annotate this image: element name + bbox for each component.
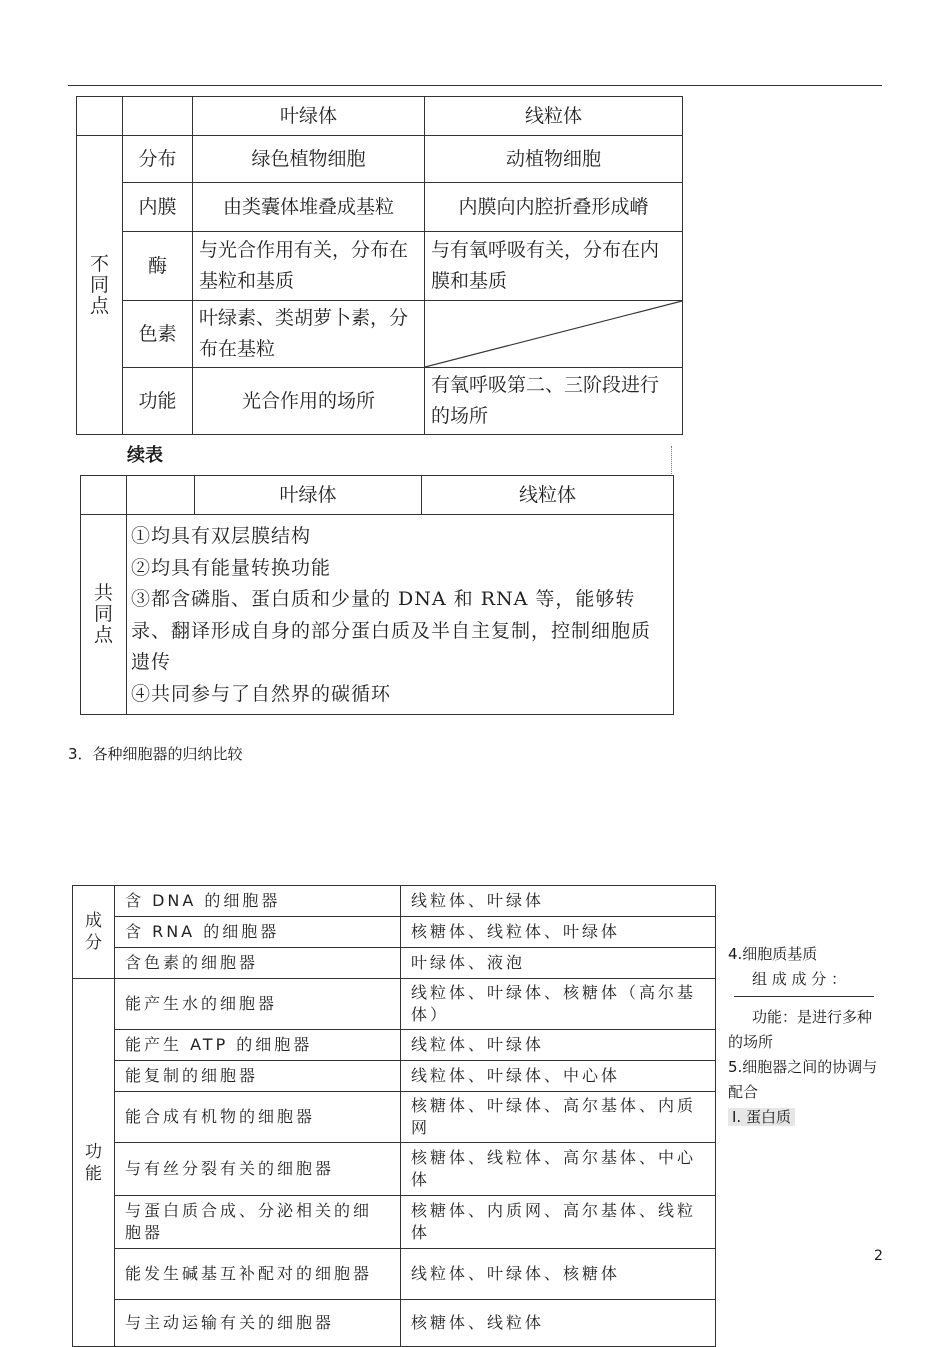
group-label-char: 分 (85, 933, 102, 953)
organelle-answer: 核糖体、内质网、高尔基体、线粒体 (401, 1196, 716, 1249)
group-label-char: 不 (89, 252, 109, 275)
organelle-property: 能产生 ATP 的细胞器 (115, 1030, 401, 1061)
table-row (73, 979, 716, 1030)
cell-chloroplast: 由类囊体堆叠成基粒 (193, 183, 425, 232)
organelle-answer: 叶绿体、液泡 (401, 948, 716, 979)
table-row (73, 1300, 716, 1347)
table-row (73, 1030, 716, 1061)
dotted-divider (671, 446, 672, 474)
category-label (73, 979, 115, 1347)
row-label: 分布 (123, 136, 193, 183)
diagonal-line (425, 301, 682, 367)
organelle-answer: 线粒体、叶绿体、中心体 (401, 1061, 716, 1092)
organelle-property: 能发生碱基互补配对的细胞器 (115, 1249, 401, 1300)
organelle-property: 含 DNA 的细胞器 (115, 886, 401, 917)
blank-cell (77, 97, 123, 136)
note-function-2: 的场所 (728, 1033, 774, 1051)
common-points-list (127, 515, 674, 715)
organelle-answer: 线粒体、叶绿体 (401, 1030, 716, 1061)
row-label: 功能 (123, 368, 193, 435)
diagonal-empty-cell (425, 301, 683, 368)
cell-mitochondrion: 与有氧呼吸有关，分布在内膜和基质 (425, 232, 683, 301)
group-label-differences (77, 136, 123, 435)
organelle-property: 与蛋白质合成、分泌相关的细胞器 (115, 1196, 401, 1249)
col-header-mitochondrion: 线粒体 (425, 97, 683, 136)
blank-cell (81, 476, 127, 515)
note-item-4: 4.细胞质基质 (728, 945, 818, 963)
note-composition: 组 成 成 分 ： (752, 970, 847, 988)
table-row (73, 1143, 716, 1196)
group-label-common (81, 515, 127, 715)
group-label-char: 点 (89, 294, 109, 317)
row-label: 色素 (123, 301, 193, 368)
table-row (73, 1061, 716, 1092)
organelle-answer: 线粒体、叶绿体 (401, 886, 716, 917)
common-item: ④共同参与了自然界的碳循环 (131, 682, 392, 705)
group-label-char: 共 (93, 582, 113, 604)
col-header-chloroplast: 叶绿体 (193, 97, 425, 136)
row-label: 内膜 (123, 183, 193, 232)
group-label-char: 能 (85, 1163, 102, 1184)
organelle-property: 能复制的细胞器 (115, 1061, 401, 1092)
organelle-answer: 线粒体、叶绿体、核糖体 (401, 1249, 716, 1300)
section-title: 3．各种细胞器的归纳比较 (68, 745, 243, 763)
common-item: ③都含磷脂、蛋白质和少量的 DNA 和 RNA 等，能够转录、翻译形成自身的部分蛋白质及半自主复制，控制细胞质遗传 (131, 588, 652, 673)
table-row (73, 948, 716, 979)
cell-chloroplast: 叶绿素、类胡萝卜素，分布在基粒 (193, 301, 425, 368)
note-function: 功能：是进行多种 (752, 1008, 873, 1026)
organelle-answer: 核糖体、线粒体、高尔基体、中心体 (401, 1143, 716, 1196)
col-header-mitochondrion: 线粒体 (422, 476, 674, 515)
group-label-char: 同 (93, 603, 113, 625)
cell-chloroplast: 绿色植物细胞 (193, 136, 425, 183)
organelle-property: 含色素的细胞器 (115, 948, 401, 979)
organelle-comparison-table (72, 885, 716, 1347)
group-label-char: 成 (85, 911, 102, 931)
table-row (73, 1249, 716, 1300)
blank-cell (127, 476, 195, 515)
table-row (73, 1092, 716, 1143)
category-label (73, 886, 115, 979)
organelle-property: 能产生水的细胞器 (115, 979, 401, 1030)
note-item-5-1: Ⅰ. 蛋白质 (728, 1108, 795, 1126)
fill-blank-line (734, 996, 874, 997)
table-row (73, 917, 716, 948)
organelle-answer: 核糖体、线粒体、叶绿体 (401, 917, 716, 948)
cell-mitochondrion: 有氧呼吸第二、三阶段进行的场所 (425, 368, 683, 435)
cell-mitochondrion: 内膜向内腔折叠形成嵴 (425, 183, 683, 232)
organelle-property: 含 RNA 的细胞器 (115, 917, 401, 948)
organelle-property: 与有丝分裂有关的细胞器 (115, 1143, 401, 1196)
table-row (73, 886, 716, 917)
group-label-char: 同 (89, 273, 109, 296)
col-header-chloroplast: 叶绿体 (195, 476, 422, 515)
continued-label: 续表 (127, 445, 163, 466)
cell-mitochondrion: 动植物细胞 (425, 136, 683, 183)
page-number: 2 (874, 1248, 883, 1264)
common-points-table (80, 475, 674, 715)
side-notes (728, 942, 884, 1130)
organelle-answer: 核糖体、叶绿体、高尔基体、内质网 (401, 1092, 716, 1143)
organelle-property: 能合成有机物的细胞器 (115, 1092, 401, 1143)
organelle-property: 与主动运输有关的细胞器 (115, 1300, 401, 1347)
organelle-answer: 线粒体、叶绿体、核糖体（高尔基体） (401, 979, 716, 1030)
note-item-5: 5.细胞器之间的协调与配合 (728, 1058, 878, 1101)
common-item: ②均具有能量转换功能 (131, 556, 332, 579)
cell-chloroplast: 与光合作用有关，分布在基粒和基质 (193, 232, 425, 301)
common-item: ①均具有双层膜结构 (131, 525, 312, 547)
table-row (73, 1196, 716, 1249)
group-label-char: 功 (85, 1141, 102, 1162)
organelle-answer: 核糖体、线粒体 (401, 1300, 716, 1347)
row-label: 酶 (123, 232, 193, 301)
cell-chloroplast: 光合作用的场所 (193, 368, 425, 435)
blank-cell (123, 97, 193, 136)
group-label-char: 点 (93, 624, 113, 646)
chloroplast-mitochondria-diff-table (76, 96, 683, 435)
header-rule (68, 85, 882, 86)
